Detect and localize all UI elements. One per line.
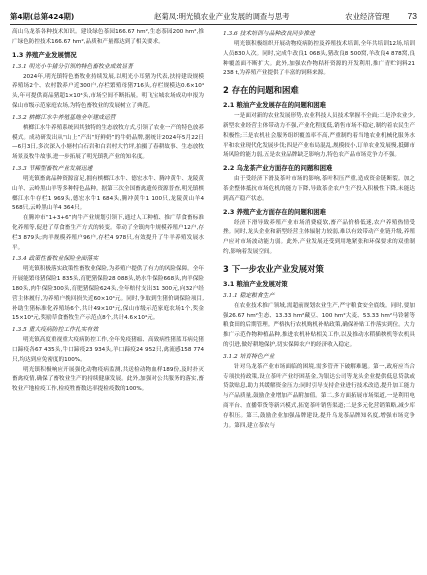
paragraph: 明光镇积极组织开展动物疫病防控及养殖技术培训,全年共培训12场,培训人员830人次。同时,完成牛改良1 068头,猪改良8 500窝,羊改良4 878窝,良种覆盖面不断扩大。此外,加强农作物秸秆资源的开发利用,推广青贮饲料21 238 t,为养殖产业提供了丰富的饲料来源。 [223, 41, 415, 77]
page-number: 73 [407, 10, 417, 21]
article-body [12, 28, 415, 568]
paragraph: 明光镇高度重视重大疫病防控工作,全年免疫猪瘟、高致病性猪蓝耳病兑猪口蹄疫各67 435头,牛口蹄疫23 934头,羊口蹄疫24 952只,禽流感158 774只,均达到应免密度的100%。 [12, 337, 204, 363]
section-heading: 1.3 养殖产业发展情况 [12, 50, 77, 59]
paragraph: 一是面对新的农业发展形势,农业科技人员技术掌握不全面;二是净农业少,新型农业经营主体带动力不强,产业化程度低,销售市场不稳定,制约着农民生产积极性;三是农机社会服务组织覆盖率不高,严重制约着当地农业机械化服务水平和农业现代化发展步伐;四是产业布局混乱,规模较小,订单农业发展慢,抵御市场风险的能力弱,五是农业品牌缺乏影响力,特色农产品市场竞争力不强。 [223, 113, 415, 159]
subsection-heading: 1.3.2 槟榔江水牛养殖基地全年建成运营 [12, 114, 116, 121]
section-heading: 2.1 粮油产业发展存在的问题和困难 [223, 101, 327, 110]
paragraph: 在农业技术推广领域,需超前规划农业生产,严守粮食安全底线。同时,要加强26.67 hm²生态、13.33 hm²藏豆、100 hm²大麦、53.33 hm²马铃薯等粮食田的后期管理。严格执行农机购机补贴政策,确保补贴工作落实到位。大力推广示范作物种植品种,推进农机补贴相关工作,以及推动水稻插秧机等农机具的引进,做好耕地保护,切实保障农户的经济收入稳定。 [223, 302, 415, 348]
paragraph: 明光镇畜禽品种资源富足,拥有槟榔江水牛、德宏水牛、腾冲黄牛、龙陵黄山羊、云岭黑山羊等多种特色品种。据第三次全国畜禽遗传资源普查,明光镇槟榔江水牛存栏1 969头,德宏水牛1 684头,腾冲黄牛1 100只,龙陵黄山羊4 568只,云岭黑山羊4 364只。 [12, 175, 204, 212]
right-column [223, 28, 415, 568]
subsection-heading: 3.1.1 稳定粮食生产 [223, 292, 275, 299]
subsection-heading: 1.3.6 技术培训与品种改良同步推进 [223, 31, 315, 37]
subsection-heading: 1.3.5 重大疫病防控工作扎实有效 [12, 327, 99, 334]
header-right [345, 11, 417, 22]
chapter-heading: 2 存在的问题和困难 [223, 85, 299, 96]
left-column [12, 28, 204, 568]
paragraph: 由于受经济下滑及茶叶市场的影响,茶叶积压严重,造成资金链断裂。加之茶企整体抵抗市场危机的能力下降,导致茶企农户生产投入积极性下降,未能达到高产稳产状态。 [223, 176, 415, 202]
subsection-heading: 1.3.3 节稀型畜牧产业发展迅速 [12, 165, 93, 172]
paragraph: 明光镇积极落实政策性畜牧业保险,为养殖户提供了有力的风险保障。全年开展能繁母猪保险1 835头,育肥猪保险28 088头,奶水牛保险668头,肉羊保险180头,肉牛保险300头,育肥猪保险624头,全年赔付支出31 300元,向32户经营主体履行,为养殖户挽回损失近60×10⁴元。同时,争取到生猪价调保险项目,补助生猪标准化养殖场6个,共计49×10⁴元,保山市级示范家庭农场1个,奖金15×10⁴元,奖励草食畜牧生产示范点8个,共计4.6×10⁴元。 [12, 266, 204, 322]
journal-name: 农业经济管理 [345, 11, 390, 21]
subsection-heading: 3.1.2 培育特色产业 [223, 353, 275, 360]
section-heading: 2.3 养殖产业方面存在的问题和困难 [223, 207, 327, 216]
paragraph: 针对乌龙茶产业市场面临的困境,需多管齐下破解难题。第一,政府应当合专项扶持政策,设立茶叶产业纾困基金,为银达公司等龙头企业提供低息贷款或贷款贴息,助力其缓解资金压力;同时引导支持企业进行技术改造,提升加工能力与产品质量,鼓励企业增加产品附加值。第二,多方面拓展市场渠道,一是利用电商平台、直播带货等新兴模式,拓宽茶叶销售渠道;二是多元化营销策略,减少库存积压。第三,鼓励企业加强品牌建设,提升乌龙茶品牌知名度,增强市场竞争力。第四,建立茶农与 [223, 363, 415, 429]
chapter-heading: 3 下一步农业产业发展对策 [223, 263, 324, 274]
section-heading: 2.2 乌龙茶产业方面存在的问题和困难 [223, 164, 333, 173]
issue-number: 第4期(总第424期) [10, 11, 75, 21]
page-header [10, 8, 417, 25]
section-heading: 3.1 粮油产业发展对策 [223, 279, 288, 288]
paragraph: 槟榔江水牛养殖系统因其独特的生态放牧方式,引领了农业一产的特色放养模式。成功研发出从“山上”产出“好鲜奶”的牛奶品牌,据统计2024年5月22日—6月3日,多次深入小塘村白石岩和白岩村大竹坪,拍摄了春耕故事、生态放牧场景及牧牛故事,进一步拓展了明光镇乳产业的知名度。 [12, 124, 204, 161]
subsection-heading: 1.3.4 政策性畜牧业保险全面落实 [12, 256, 99, 263]
paragraph: 在腾冲市“1+3+6”肉牛产业规划引领下,通过人工种植、推广草食畜标准化养殖等,促进了草食畜生产方式的转变。带动了全镇肉牛规模养殖户12户,存栏3 879头;肉羊规模养殖户96户,存栏4 978只,有效提升了牛羊养殖发展水平。 [12, 215, 204, 251]
running-title: 赵菊凤:明光镇农业产业发展的调查与思考 [153, 11, 290, 21]
subsection-heading: 1.3.1 明光小牛猪分引领的特色畜牧业成效显著 [12, 63, 133, 70]
paragraph: 高山乌龙茶各种技术知识。建设绿色茶园166.67 hm²,生态茶园200 hm²,推广绿色防控技术166.67 hm²,品质和产量都达到了相关要求。 [12, 29, 204, 45]
paragraph: 经济下滑导致养殖产业市场消费疲软,畜产品价格低迷,农户养殖热情受挫。同时,龙头企业和新型经营主体辐射力较弱,难以有效带动产业链升级,养殖户应对市场波动能力弱。此外,产业发展还受到用地紧张和环保要求的双重制约,影响着发展空间。 [223, 219, 415, 255]
paragraph: 明光镇积极响应开展强化动物疫病监测,共送检动物血样189份,及时扑灭畜禽疫情,确保了畜牧业生产的持续健康发展。此外,加强对公共服务的落实,畜牧业产地检疫工作,检疫牲畜数达率提检疫数的100%。 [12, 366, 204, 393]
paragraph: 2024年,明光镇特色畜牧业持续发展,以明光小耳猪为代表,扶持建设规模养殖场2个、农村散养户近300户,存栏繁殖母猪716头,存栏规模达0.6×10⁴头,年可提供商品猪超1×10⁴头,市场空间不断拓展。明飞宝城农场成功申报为保山市级示范家庭农场,为特色畜牧业的发展树立了典范。 [12, 73, 204, 109]
